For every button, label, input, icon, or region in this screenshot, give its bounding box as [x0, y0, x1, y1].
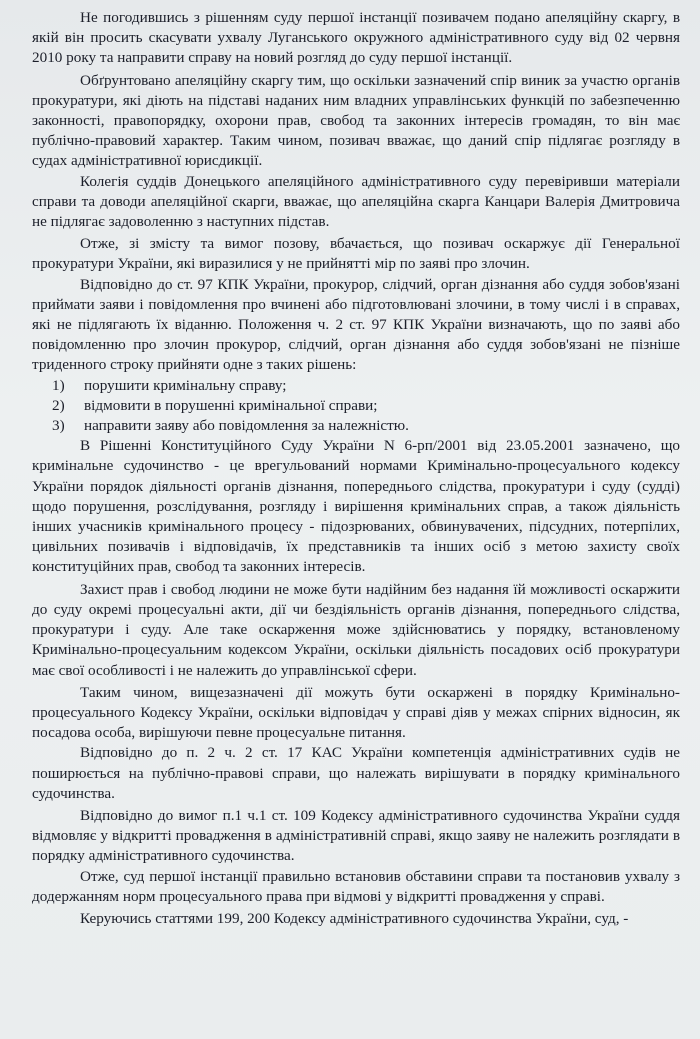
paragraph-constitutional-court: В Рішенні Конституційного Суду України N 6-рп/2001 від 23.05.2001 зазначено, що кримінальне судочинство - це врегульований нормами Кримінально-процесуального кодексу України порядок діяльності органів дізнання, попереднього слідства, прокуратури і суду (судді) щодо порушення, розслідування, розгляду і вирішення кримінальних справ, а також діяльність інших учасників кримінального процесу - підозрюваних, обвинувачених, підсудних, потерпілих, цивільних позивачів і відповідачів, їх представників та інших осіб з метою захисту своїх конституційних прав, свобод та законних інтересів.: [32, 437, 680, 576]
list-item-text: порушити кримінальну справу;: [84, 376, 287, 394]
list-item: [52, 396, 680, 416]
list-item: [52, 416, 680, 436]
paragraph-appeal-filed: Не погодившись з рішенням суду першої інстанції позивачем подано апеляційну скаргу, в якій він просить скасувати ухвалу Луганського окружного адміністративного суду від 02 червня 2010 року та направити справу на новий розгляд до суду першої інстанції.: [32, 9, 680, 67]
paragraph-rights-protection: Захист прав і свобод людини не може бути надійним без надання їй можливості оскаржити до суду окремі процесуальні акти, дії чи бездіяльність органів дізнання, попереднього слідства, прокуратури і суду. Але таке оскарження може здійснюватись у порядку, встановленому Кримінально-процесуальним кодексом України, оскільки діяльність посадових осіб прокуратури має свої особливості і не належить до управлінської сфери.: [32, 580, 680, 679]
paragraph-conclusion-criminal-procedure: Таким чином, вищезазначені дії можуть бути оскаржені в порядку Кримінально-процесуального Кодексу України, оскільки відповідач у справі діяв у межах спірних відносин, як посадова особа, вирішуючи певне процесуальне питання.: [32, 683, 680, 742]
list-item-number: 2): [52, 396, 65, 414]
list-item-text: направити заяву або повідомлення за належністю.: [84, 417, 409, 435]
paragraph-article-17: Відповідно до п. 2 ч. 2 ст. 17 КАС України компетенція адміністративних судів не поширюється на публічно-правові справи, що належать вирішувати в порядку кримінального судочинства.: [32, 744, 680, 802]
paragraph-article-109: Відповідно до вимог п.1 ч.1 ст. 109 Кодексу адміністративного судочинства України суддя відмовляє у відкритті провадження в адміністративній справі, якщо заяву не належить розглядати в порядку адміністративного судочинства.: [32, 806, 680, 865]
list-item-text: відмовити в порушенні кримінальної справи;: [84, 396, 378, 414]
paragraph-panel-review: Колегія суддів Донецького апеляційного адміністративного суду перевіривши матеріали справи та доводи апеляційної скарги, вважає, що апеляційна скарга Канцари Валерія Дмитровича не підлягає задоволенню з наступних підстав.: [32, 172, 680, 231]
decision-options-list: [32, 376, 680, 437]
paragraph-claim-content: Отже, зі змісту та вимог позову, вбачається, що позивач оскаржує дії Генеральної прокуратури України, які виразилися у не прийнятті мір по заяві про злочин.: [32, 235, 680, 273]
list-item: [52, 376, 680, 396]
paragraph-article-97: Відповідно до ст. 97 КПК України, прокурор, слідчий, орган дізнання або суддя зобов'язані приймати заяви і повідомлення про вчинені або підготовлювані злочини, в тому числі і в справах, які не підлягають їх віданню. Положення ч. 2 ст. 97 КПК України визначають, що по заяві або повідомленню про злочин прокурор, слідчий, орган дізнання або суддя зобов'язані не пізніше триденного строку прийняти одне з таких рішень:: [32, 275, 680, 374]
paragraph-first-instance-correct: Отже, суд першої інстанції правильно встановив обставини справи та постановив ухвалу з додержанням норм процесуального права при відмові у відкритті провадження у справі.: [32, 867, 680, 905]
paragraph-guided-by: Керуючись статтями 199, 200 Кодексу адміністративного судочинства України, суд, -: [80, 909, 629, 927]
list-item-number: 1): [52, 376, 65, 394]
paragraph-appeal-grounds: Обґрунтовано апеляційну скаргу тим, що оскільки зазначений спір виник за участю органів прокуратури, які діють на підставі наданих ним владних управлінських функцій по забезпеченню законності, правопорядку, охорони прав, свобод та законних інтересів громадян, то він має публічно-правовий характер. Таким чином, позивач вважає, що даний спір підлягає розгляду в судах адміністративної юрисдикції.: [32, 71, 680, 170]
list-item-number: 3): [52, 417, 65, 435]
